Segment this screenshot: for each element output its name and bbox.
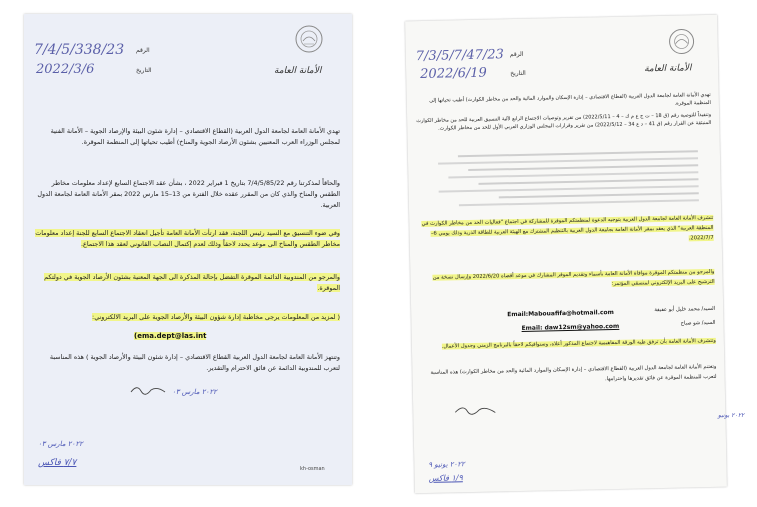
document-page-left (24, 14, 352, 485)
paragraph-2: وتنفيذاً للتوصية رقم (ق 18 – ت ج ع م ك – 4 – 2022/5/11) من تقرير وتوصيات الاجتماع الرابع لآلية التنسيق العربية للحد من مخاطر الكوارث المنبثقة عن القرار رقم (ق 41 – د ع 34 – 2022/5/12) من تقرير وقرارات المجلس الوزاري العربي الأول للحد من مخاطر الكوارث. (416, 111, 712, 133)
footer-code: kh-osman (300, 466, 325, 472)
stamp-top: ٢٠٢٢ مارس ٠٣ (38, 440, 83, 448)
paragraph-1: تهدي الأمانة العامة لجامعة الدول العربية (القطاع الاقتصادي – إدارة الإسكان والموارد المائية والحد من مخاطر الكوارث) أطيب تحياتها إلى المنظمة الموقرة. (429, 91, 711, 108)
department-title: الأمانة العامة (644, 63, 692, 75)
stamp-bottom-date: ٢٠٢٢ يونيو ٩ (428, 460, 465, 469)
paragraph-6: وتغتنم الأمانة العامة لجامعة الدول العربية (القطاع الاقتصادي – إدارة الإسكان والموارد المائية والحد من مخاطر الكوارث) هذه المناسبة لتعرب للمنظمة الموقرة عن فائق تقديرها واحترامها. (430, 363, 717, 382)
ref-number: 7/3/5/7/47/23 (415, 47, 505, 65)
paragraph-5: ( لمزيد من المعلومات يرجى مخاطبة إدارة شؤون البيئة والأرصاد الجوية على البريد الالكتروني: (92, 313, 340, 321)
side-stamp: ٢٠٢٢ يونيو (718, 412, 745, 419)
arab-league-emblem-icon (294, 24, 324, 54)
contact-name-2: السيد/ شو صباح (680, 319, 716, 327)
date-label: التاريخ (136, 67, 152, 74)
stamp-bottom-fax: ١/٩ فاكس (428, 473, 463, 483)
ref-label: الرقم (509, 50, 524, 59)
contact-email-1: Email:Mabouafifa@hotmail.com (507, 309, 614, 319)
paragraph-2: والحاقاً لمذكرتنا رقم 7/4/5/85/22 بتاريخ 1 فبراير 2022 ، بشأن عقد الاجتماع السابع لإعداد معلومات مخاطر الطقس والمناخ والذي كان من المقرر عقده خلال الفترة من 13–15 مارس 2022 بمقر الأمانة العامة لجامعة الدول العربية. (37, 179, 340, 209)
contact-email: (ema.dept@las.int (134, 332, 207, 340)
received-stamp-date: ٢٠٢٢ مارس ٠٣ (172, 388, 217, 396)
paragraph-5: وتتشرف الأمانة العامة بأن ترفق طيه الورقة المفاهيمية لاجتماع المذكور أعلاه، وسنوافيكم لاحقاً بالبرنامج الزمني وجدول الأعمال. (441, 337, 716, 350)
arab-league-emblem-icon (667, 27, 696, 56)
stamp-bottom: ٧/٧ فاكس (38, 458, 77, 468)
paragraph-3: تتشرف الأمانة العامة لجامعة الدول العربية بتوجيه الدعوة لمنظمتكم الموقرة للمشاركة في اجتماع "فعاليات الحد من مخاطر الكوارث في المنطقة العربية" الذي يعقد بمقر الأمانة العامة بجامعة الدول العربية بالتنظيم المشترك مع الهيئة العربية للطاقة الذرية وذلك يومي 6–2022/7/7. (421, 214, 714, 242)
numbered-list-block (438, 145, 699, 206)
paragraph-6: وتنتهز الأمانة العامة لجامعة الدول العربية القطاع الاقتصادي – إدارة شئون البيئة والأرصاد الجوية ) هذه المناسبة لتعرب للمندوبية الدائمة عن فائق الاحترام والتقدير. (49, 353, 340, 372)
paragraph-4: والمرجو من منظمتكم الموقرة موافاة الأمانة العامة بأسماء وتقديم الموقر المشارك في موعد أقصاه 2022/6/20 وإرسال نسخة من الترشيح على البريد الإلكتروني لمنسقي المؤتمر: (432, 268, 715, 288)
document-page-right (405, 15, 727, 493)
date-label: التاريخ (510, 69, 526, 78)
ref-number: 7/4/5/338/23 (34, 42, 125, 58)
contact-name-1: السيد/ محمد خليل أبو عفيفة (654, 305, 716, 314)
paragraph-1: تهدي الأمانة العامة لجامعة الدول العربية (القطاع الاقتصادي – إدارة شئون البيئة والإرصاد الجوية – الأمانة الفنية لمجلس الوزراء العرب المعنيين بشئون الأرصاد الجوية والمناخ) أطيب تحياتها إلى المنظمة الموقرة. (50, 127, 340, 146)
contact-email-2: Email: daw12sm@yahoo.com (521, 322, 620, 332)
signature-icon (129, 382, 169, 398)
ref-label: الرقم (136, 47, 150, 54)
signature-icon (453, 401, 497, 418)
date-value: 2022/3/6 (36, 62, 95, 77)
date-value: 2022/6/19 (420, 65, 488, 83)
paragraph-3: وفي ضوء التنسيق مع السيد رئيس اللجنة، فقد ارتأت الأمانة العامة تأجيل انعقاد الاجتماع السابع للجنة إعداد معلومات مخاطر الطقس والمناخ الى موعد يحدد لاحقاً وذلك لعدم إكتمال النصاب القانوني لعقد هذا الاجتماع. (35, 229, 340, 248)
paragraph-4: والمرجو من المندوبية الدائمة الموقرة التفضل بإحالة المذكرة الى الجهة المعنية بشئون الأرصاد الجوية في دولتكم الموقرة. (44, 273, 340, 292)
department-title: الأمانة العامة (274, 66, 322, 76)
